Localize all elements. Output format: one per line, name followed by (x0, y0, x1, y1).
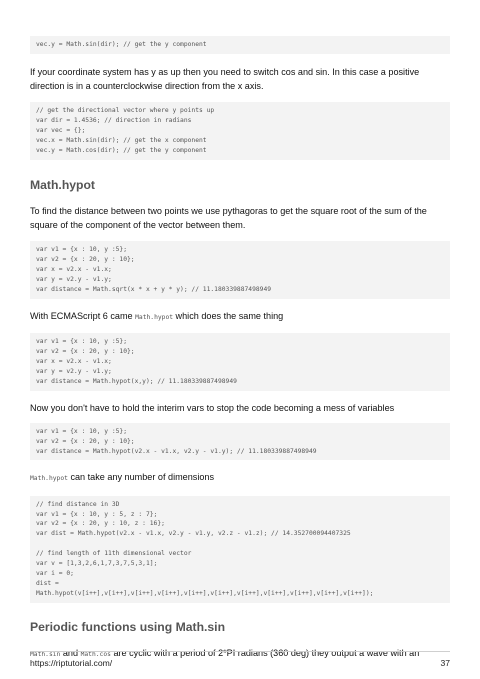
paragraph-text: are cyclic with a period of 2*PI radians (360 deg) they output a wave with an (110, 647, 420, 658)
section-heading-math-hypot: Math.hypot (30, 177, 95, 192)
page-number: 37 (440, 658, 450, 668)
code-block: vec.y = Math.sin(dir); // get the y component (30, 36, 450, 54)
page-footer (30, 651, 450, 668)
code-block: var v1 = {x : 10, y :5}; var v2 = {x : 20, y : 10}; var x = v2.x - v1.x; var y = v2.y - v1.y; var distance = Math.hypot(x,y); // 11.180339887498949 (30, 333, 450, 391)
paragraph: To find the distance between two points we use pythagoras to get the square root of the sum of the square of the component of the vector between them. (30, 205, 427, 231)
inline-code: Math.hypot (30, 475, 68, 483)
page-content (30, 36, 450, 662)
footer-url: https://riptutorial.com/ (30, 658, 113, 668)
paragraph (30, 470, 450, 486)
code-block: var v1 = {x : 10, y :5}; var v2 = {x : 20, y : 10}; var distance = Math.hypot(v2.x - v1.x, v2.y - v1.y); // 11.180339887498949 (30, 423, 450, 461)
paragraph-text: which does the same thing (173, 310, 284, 321)
inline-code: Math.hypot (135, 313, 174, 321)
paragraph-text: and (60, 647, 81, 658)
paragraph: Now you don't have to hold the interim vars to stop the code becoming a mess of variables (30, 402, 395, 413)
code-block: var v1 = {x : 10, y :5}; var v2 = {x : 20, y : 10}; var x = v2.x - v1.x; var y = v2.y - v1.y; var distance = Math.sqrt(x * x + y * y); // 11.180339887498949 (30, 241, 450, 299)
code-block: // get the directional vector where y points up var dir = 1.4536; // direction in radians var vec = {}; vec.x = Math.sin(dir); // get the x component vec.y = Math.cos(dir); // get the y component (30, 102, 450, 160)
inline-code: Math.sin (30, 650, 61, 658)
paragraph-text: With ECMAScript 6 came (30, 310, 136, 321)
paragraph-text: can take any number of dimensions (67, 472, 215, 483)
paragraph (30, 309, 450, 325)
section-heading-periodic-functions: Periodic functions using Math.sin (30, 619, 226, 634)
inline-code: Math.cos (80, 650, 111, 658)
code-block: // find distance in 3D var v1 = {x : 10, y : 5, z : 7}; var v2 = {x : 20, y : 10, z : 16}; var dist = Math.hypot(v2.x - v1.x, v2.y - v1.y, v2.z - v1.z); // 14.352700094407325 // find length of 11th dimensional vector var v = [1,3,2,6,1,7,3,7,5,3,1]; var i = 0; dist = Math.hypot(v[i++],v[i++],v[i++],v[i++],v[i++],v[i++],v[i++],v[i++],v[i++],v[i++],v[i++]); (30, 496, 450, 603)
paragraph: If your coordinate system has y as up then you need to switch cos and sin. In this case a positive direction is in a counterclockwise direction from the x axis. (30, 66, 420, 92)
